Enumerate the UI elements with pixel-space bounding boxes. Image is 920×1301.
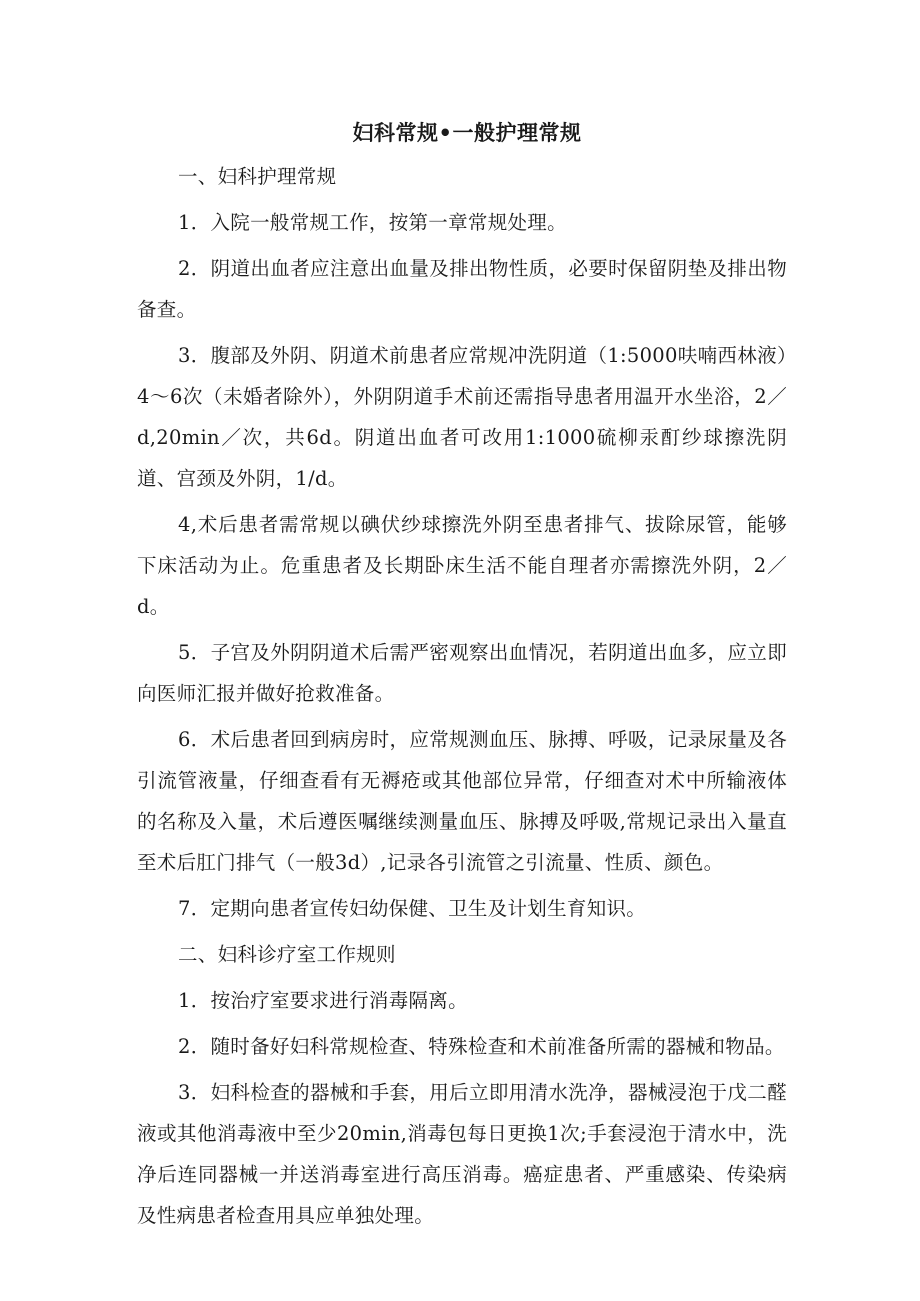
nursing-routine-item-5: 5．子宫及外阴阴道术后需严密观察出血情况，若阴道出血多，应立即向医师汇报并做好抢救准备。: [137, 641, 787, 705]
section-heading-nursing-routine: 一、妇科护理常规: [178, 165, 337, 188]
nursing-routine-item-4: 4,术后患者需常规以碘伏纱球擦洗外阴至患者排气、拔除尿管，能够下床活动为止。危重患者及长期卧床生活不能自理者亦需擦洗外阴，2／d。: [137, 513, 787, 618]
nursing-routine-item-6: 6．术后患者回到病房时，应常规测血压、脉搏、呼吸，记录尿量及各引流管液量，仔细查看有无褥疮或其他部位异常，仔细查对术中所输液体的名称及入量，术后遵医嘱继续测量血压、脉搏及呼吸,常规记录出入量直至术后肛门排气（一般3d）,记录各引流管之引流量、性质、颜色。: [137, 728, 787, 874]
clinic-rules-item-1: 1．按治疗室要求进行消毒隔离。: [178, 989, 468, 1012]
section-heading-clinic-rules: 二、妇科诊疗室工作规则: [178, 943, 396, 966]
page-title: 妇科常规•一般护理常规: [352, 121, 582, 145]
clinic-rules-item-3: 3．妇科检查的器械和手套，用后立即用清水洗净，器械浸泡于戊二醛液或其他消毒液中至少20min,消毒包每日更换1次;手套浸泡于清水中，洗净后连同器械一并送消毒室进行高压消毒。癌症患者、严重感染、传染病及性病患者检查用具应单独处理。: [137, 1081, 787, 1227]
clinic-rules-item-2: 2．随时备好妇科常规检查、特殊检查和术前准备所需的器械和物品。: [178, 1035, 785, 1058]
nursing-routine-item-2: 2．阴道出血者应注意出血量及排出物性质，必要时保留阴垫及排出物备查。: [137, 257, 787, 321]
document-page: [137, 112, 787, 1241]
nursing-routine-item-7: 7．定期向患者宣传妇幼保健、卫生及计划生育知识。: [178, 897, 647, 920]
nursing-routine-item-1: 1．入院一般常规工作，按第一章常规处理。: [178, 211, 567, 234]
nursing-routine-item-3: 3．腹部及外阴、阴道术前患者应常规冲洗阴道（1:5000呋喃西林液）4～6次（未婚者除外），外阴阴道手术前还需指导患者用温开水坐浴，2／d,20min／次，共6d。阴道出血者可改用1:1000硫柳汞酊纱球擦洗阴道、宫颈及外阴，1/d。: [137, 344, 787, 490]
